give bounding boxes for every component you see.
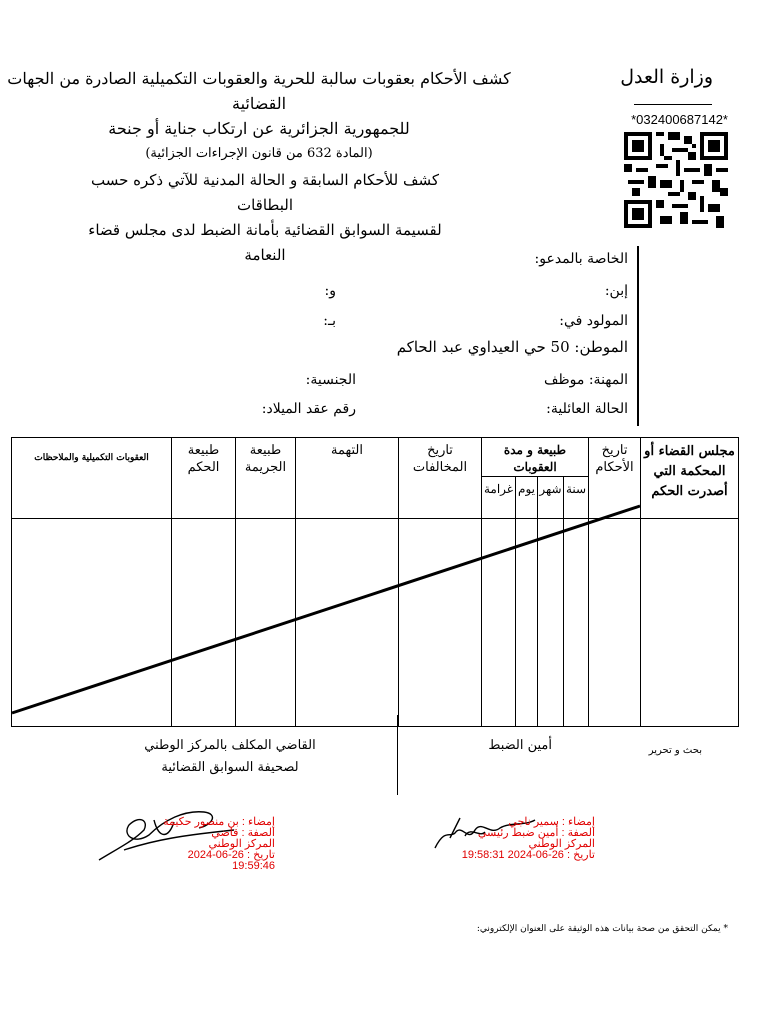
header-line-3: (المادة 632 من قانون الإجراءات الجزائية)	[145, 146, 373, 161]
research-label: بحث و تحرير	[648, 745, 702, 756]
verification-note: * يمكن التحقق من صحة بيانات هذه الوثيقة على العنوان الإلكتروني:	[476, 924, 728, 934]
field-profession	[544, 372, 628, 388]
col-judgment-nature: طبيعة الحكم	[172, 438, 236, 519]
judge-sig-role: الصفة : قاضي	[211, 827, 275, 839]
header-line-1: كشف الأحكام بعقوبات سالبة للحرية والعقوبات التكميلية الصادرة من الجهات القضائية	[7, 69, 511, 113]
subheader-line-1: كشف للأحكام السابقة و الحالة المدنية للآتي ذكره حسب البطاقات	[90, 171, 440, 214]
col-month: شهر	[538, 477, 564, 519]
field-son-of: إبن:	[604, 283, 628, 299]
judge-sig-name: إمضاء : بن منصور حكيمة	[163, 816, 275, 828]
judge-line-2: لصحيفة السوابق القضائية	[161, 760, 299, 775]
residence-label: الموطن:	[574, 338, 628, 356]
clerk-sig-date: تاريخ : 26-06-2024 19:58:31	[461, 849, 595, 861]
residence-value: 50 حي العيداوي عبد الحاكم	[396, 338, 570, 356]
field-birth-cert: رقم عقد الميلاد:	[261, 401, 356, 417]
document-header	[0, 66, 518, 166]
qr-code	[624, 132, 728, 228]
clerk-sig-role: الصفة : أمين ضبط رئيسي	[477, 827, 595, 839]
col-offence-date: تاريخ المخالفات	[399, 438, 482, 519]
clerk-label: أمين الضبط	[488, 738, 552, 753]
judge-sig-date: تاريخ : 26-06-2024 19:59:46	[187, 849, 275, 872]
profession-value: موظف	[544, 372, 585, 388]
col-penalty: طبيعة و مدة العقوبات	[482, 438, 589, 477]
field-marital-status: الحالة العائلية:	[546, 401, 628, 417]
judge-line-1: القاضي المكلف بالمركز الوطني	[144, 738, 316, 753]
col-extra: العقوبات التكميلية والملاحظات	[12, 438, 172, 519]
fields-margin-line	[637, 246, 639, 426]
field-residence	[397, 338, 628, 356]
col-day: يوم	[516, 477, 538, 519]
judge-signature-info	[145, 817, 275, 872]
judge-block	[130, 735, 330, 779]
col-fine: غرامة	[482, 477, 516, 519]
judge-sig-center: المركز الوطني	[208, 838, 275, 850]
col-court: مجلس القضاء أو المحكمة التي أصدرت الحكم	[641, 438, 739, 519]
field-born-in: المولود في:	[559, 313, 628, 329]
document-subheader	[70, 168, 460, 268]
field-nationality: الجنسية:	[305, 372, 356, 388]
sentences-table	[11, 437, 739, 727]
ministry-underline	[634, 104, 712, 105]
clerk-sig-center: المركز الوطني	[528, 838, 595, 850]
subheader-line-2: لقسيمة السوابق القضائية بأمانة الضبط لدى مجلس قضاء النعامة	[88, 221, 442, 264]
col-year: سنة	[564, 477, 589, 519]
col-charge: التهمة	[296, 438, 399, 519]
field-title: الخاصة بالمدعو:	[534, 251, 628, 267]
clerk-sig-name: إمضاء : سمير ناجي	[508, 816, 595, 828]
document-number: *032400687142*	[631, 112, 728, 127]
ministry-title: وزارة العدل	[620, 66, 713, 88]
col-date: تاريخ الأحكام	[589, 438, 641, 519]
field-on: بـ:	[323, 313, 336, 329]
profession-label: المهنة:	[588, 372, 628, 388]
table-empty-row	[12, 519, 739, 727]
footer-divider	[397, 715, 398, 795]
col-crime-nature: طبيعة الجريمة	[236, 438, 296, 519]
field-and: و:	[324, 283, 336, 299]
clerk-signature-info	[455, 817, 595, 861]
header-line-2: للجمهورية الجزائرية عن ارتكاب جناية أو جنحة	[108, 119, 410, 138]
